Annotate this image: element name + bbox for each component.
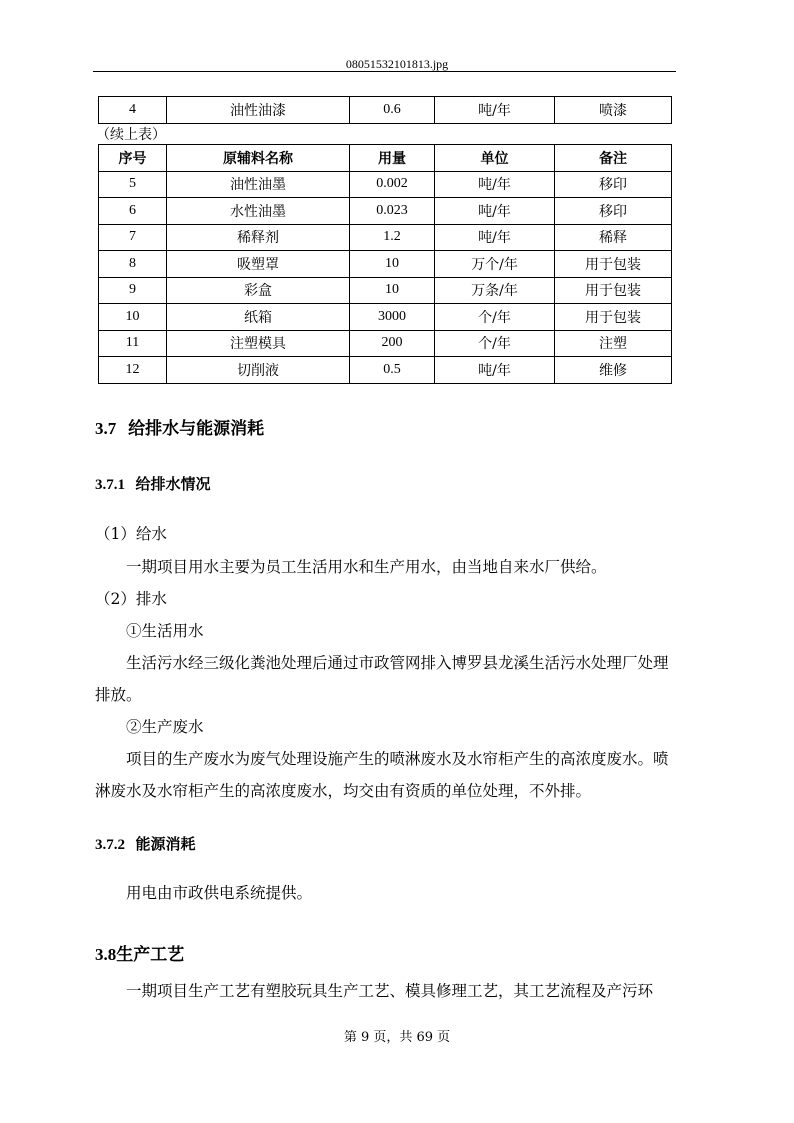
cell-index: 12 (99, 357, 167, 384)
cell-index: 4 (99, 97, 167, 124)
continued-label: （续上表） (96, 127, 166, 143)
cell-unit: 吨/年 (435, 357, 555, 384)
production-wastewater-label: ②生产废水 (126, 718, 204, 736)
section-heading-3-8 (95, 940, 184, 965)
section-heading-3-7 (95, 414, 264, 439)
cell-material: 吸塑罩 (167, 251, 350, 278)
cell-unit: 吨/年 (435, 97, 555, 124)
process-text: 一期项目生产工艺有塑胶玩具生产工艺、模具修理工艺，其工艺流程及产污环 (126, 982, 654, 1000)
cell-unit: 吨/年 (435, 198, 555, 225)
cell-index: 10 (99, 304, 167, 331)
cell-note: 用于包装 (555, 304, 672, 331)
cell-index: 5 (99, 171, 167, 198)
cell-amount: 0.023 (350, 198, 435, 225)
cell-amount: 200 (350, 330, 435, 357)
column-header: 序号 (99, 145, 167, 172)
cell-note: 注塑 (555, 330, 672, 357)
section-heading-3-7-1 (95, 473, 210, 494)
cell-index: 9 (99, 277, 167, 304)
cell-note: 喷漆 (555, 97, 672, 124)
column-header: 用量 (350, 145, 435, 172)
table-row (99, 357, 672, 384)
domestic-water-text: 生活污水经三级化粪池处理后通过市政管网排入博罗县龙溪生活污水处理厂处理排放。 (95, 654, 669, 704)
cell-amount: 10 (350, 251, 435, 278)
cell-note: 维修 (555, 357, 672, 384)
cell-unit: 吨/年 (435, 224, 555, 251)
cell-material: 纸箱 (167, 304, 350, 331)
cell-material: 油性油漆 (167, 97, 350, 124)
cell-unit: 个/年 (435, 330, 555, 357)
production-wastewater-text: 项目的生产废水为废气处理设施产生的喷淋废水及水帘柜产生的高浓度废水。喷淋废水及水帘柜产生的高浓度废水，均交由有资质的单位处理，不外排。 (95, 750, 669, 800)
header-rule (93, 71, 676, 72)
section-title: 能源消耗 (135, 835, 196, 853)
header-filename: 08051532101813.jpg (345, 57, 449, 71)
materials-table-top (98, 96, 672, 124)
cell-amount: 10 (350, 277, 435, 304)
water-supply-label: （1）给水 (95, 525, 167, 543)
column-header: 单位 (435, 145, 555, 172)
energy-text: 用电由市政供电系统提供。 (126, 884, 313, 902)
cell-index: 7 (99, 224, 167, 251)
table-header-row (99, 145, 672, 172)
water-supply-text: 一期项目用水主要为员工生活用水和生产用水，由当地自来水厂供给。 (126, 558, 607, 576)
cell-note: 用于包装 (555, 251, 672, 278)
cell-note: 用于包装 (555, 277, 672, 304)
materials-table (98, 144, 672, 384)
drainage-label: （2）排水 (95, 590, 167, 608)
cell-unit: 万个/年 (435, 251, 555, 278)
column-header: 原辅料名称 (167, 145, 350, 172)
section-number: 3.7.2 (95, 837, 125, 853)
section-title: 生产工艺 (116, 945, 185, 965)
section-title: 给排水与能源消耗 (128, 419, 265, 439)
table-row (99, 224, 672, 251)
cell-material: 切削液 (167, 357, 350, 384)
cell-material: 注塑模具 (167, 330, 350, 357)
cell-note: 稀释 (555, 224, 672, 251)
section-number: 3.7.1 (95, 477, 125, 493)
table-row (99, 198, 672, 225)
cell-index: 8 (99, 251, 167, 278)
section-number: 3.8 (95, 945, 117, 964)
cell-unit: 个/年 (435, 304, 555, 331)
cell-material: 水性油墨 (167, 198, 350, 225)
section-number: 3.7 (95, 419, 117, 438)
table-row (99, 277, 672, 304)
cell-material: 油性油墨 (167, 171, 350, 198)
cell-amount: 0.5 (350, 357, 435, 384)
domestic-water-label: ①生活用水 (126, 622, 204, 640)
table-row (99, 304, 672, 331)
cell-note: 移印 (555, 171, 672, 198)
section-heading-3-7-2 (95, 833, 195, 854)
cell-note: 移印 (555, 198, 672, 225)
cell-material: 彩盒 (167, 277, 350, 304)
cell-unit: 万条/年 (435, 277, 555, 304)
cell-unit: 吨/年 (435, 171, 555, 198)
cell-material: 稀释剂 (167, 224, 350, 251)
cell-index: 6 (99, 198, 167, 225)
table-row (99, 171, 672, 198)
cell-amount: 3000 (350, 304, 435, 331)
cell-index: 11 (99, 330, 167, 357)
table-row (99, 330, 672, 357)
cell-amount: 0.002 (350, 171, 435, 198)
cell-amount: 1.2 (350, 224, 435, 251)
section-title: 给排水情况 (135, 475, 211, 493)
table-row (99, 97, 672, 124)
cell-amount: 0.6 (350, 97, 435, 124)
page-footer: 第 9 页，共 69 页 (343, 1030, 451, 1045)
column-header: 备注 (555, 145, 672, 172)
table-row (99, 251, 672, 278)
